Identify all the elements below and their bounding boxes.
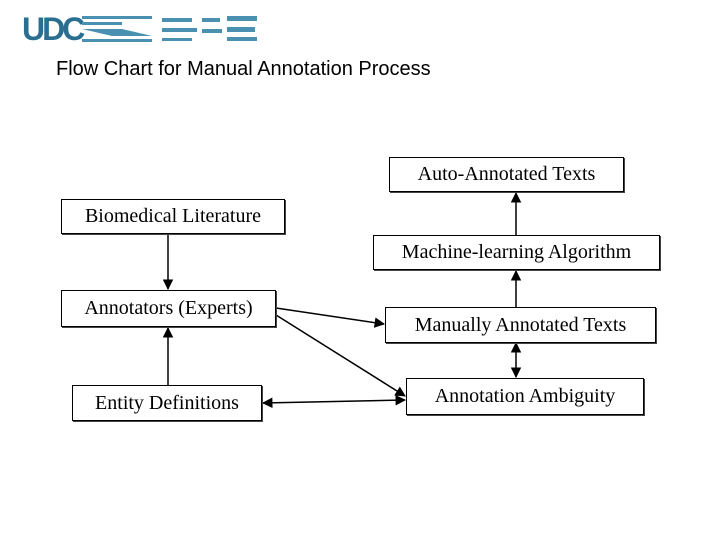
arrow-annotators-to-manual xyxy=(276,308,384,324)
node-auto-annotated-texts: Auto-Annotated Texts xyxy=(389,157,624,192)
node-manually-annotated-texts: Manually Annotated Texts xyxy=(385,307,656,343)
page-title: Flow Chart for Manual Annotation Process xyxy=(56,58,431,80)
node-annotation-ambiguity: Annotation Ambiguity xyxy=(406,378,644,415)
logo-wordmark: UDC xyxy=(22,12,83,44)
arrow-ambiguity-entity xyxy=(263,400,405,403)
node-annotators-experts: Annotators (Experts) xyxy=(61,290,276,327)
node-biomedical-literature: Biomedical Literature xyxy=(61,199,285,234)
node-machine-learning-algorithm: Machine-learning Algorithm xyxy=(373,235,660,270)
node-entity-definitions: Entity Definitions xyxy=(72,385,262,421)
